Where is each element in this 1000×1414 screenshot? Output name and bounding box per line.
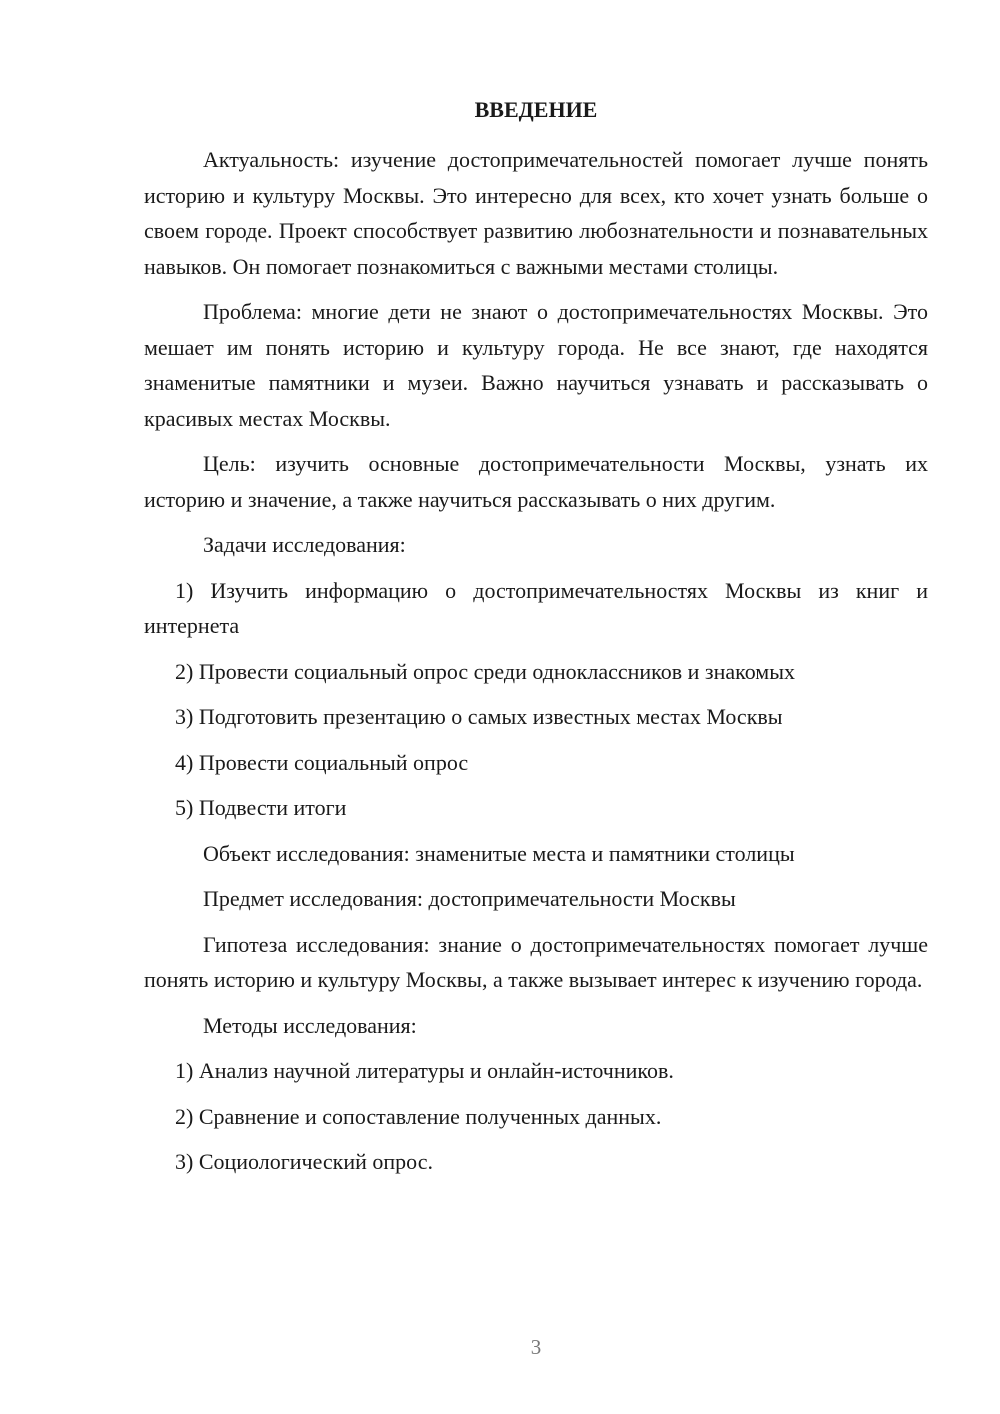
hypothesis-paragraph: Гипотеза исследования: знание о достопримечательностях помогает лучше понять историю и культуру Москвы, а также вызывает интерес к изучению города. [144,931,928,992]
problem-paragraph: Проблема: многие дети не знают о достопримечательностях Москвы. Это мешает им понять историю и культуру города. Не все знают, где находятся знаменитые памятники и музеи. Важно научиться узнавать и рассказывать о красивых местах Москвы. [144,299,928,431]
task-item-2: 2) Провести социальный опрос среди одноклассников и знакомых [175,658,795,684]
document-body [144,142,928,1190]
method-item-3: 3) Социологический опрос. [175,1149,433,1174]
task-item-3: 3) Подготовить презентацию о самых известных местах Москвы [175,704,783,729]
tasks-heading: Задачи исследования: [203,532,406,557]
methods-heading: Методы исследования: [203,1012,417,1038]
page-title: ВВЕДЕНИЕ [474,97,598,122]
research-object: Объект исследования: знаменитые места и памятники столицы [203,840,795,866]
document-page [144,0,928,1414]
goal-paragraph: Цель: изучить основные достопримечательности Москвы, узнать их историю и значение, а также научиться рассказывать о них другим. [144,451,928,512]
task-item-4: 4) Провести социальный опрос [175,749,469,775]
relevance-paragraph: Актуальность: изучение достопримечательностей помогает лучше понять историю и культуру Москвы. Это интересно для всех, кто хочет узнать больше о своем городе. Проект способствует развитию любознательности и познавательных навыков. Он помогает познакомиться с важными местами столицы. [144,147,928,279]
task-item-5: 5) Подвести итоги [175,795,347,820]
research-subject: Предмет исследования: достопримечательности Москвы [203,886,736,911]
method-item-2: 2) Сравнение и сопоставление полученных данных. [175,1103,662,1129]
task-item-1: 1) Изучить информацию о достопримечательностях Москвы из книг и интернета [144,577,928,638]
method-item-1: 1) Анализ научной литературы и онлайн-источников. [175,1058,674,1083]
page-number: 3 [530,1335,542,1359]
